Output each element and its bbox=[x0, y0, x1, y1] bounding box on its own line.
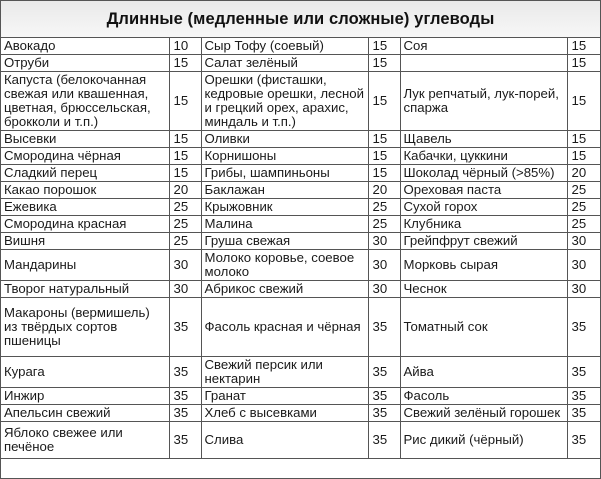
product-name-cell: Соя bbox=[400, 38, 567, 55]
gi-value-cell: 35 bbox=[368, 388, 400, 405]
product-name-cell: Инжир bbox=[1, 388, 169, 405]
gi-value-cell: 15 bbox=[368, 148, 400, 165]
product-name-cell: Фасоль красная и чёрная bbox=[201, 298, 368, 357]
table-row bbox=[1, 131, 600, 148]
gi-value-cell: 15 bbox=[169, 55, 201, 72]
product-name-cell: Грибы, шампиньоны bbox=[201, 165, 368, 182]
gi-value-cell: 30 bbox=[567, 233, 600, 250]
product-name-cell: Грейпфрут свежий bbox=[400, 233, 567, 250]
gi-value-cell: 25 bbox=[368, 216, 400, 233]
product-name-cell: Корнишоны bbox=[201, 148, 368, 165]
gi-value-cell: 15 bbox=[368, 131, 400, 148]
table-row bbox=[1, 55, 600, 72]
gi-value-cell: 25 bbox=[567, 182, 600, 199]
gi-value-cell: 30 bbox=[169, 281, 201, 298]
product-name-cell: Малина bbox=[201, 216, 368, 233]
gi-value-cell: 30 bbox=[368, 250, 400, 281]
gi-value-cell: 15 bbox=[567, 72, 600, 131]
gi-value-cell: 35 bbox=[169, 298, 201, 357]
product-name-cell: Свежий зелёный горошек bbox=[400, 405, 567, 422]
product-name-cell: Морковь сырая bbox=[400, 250, 567, 281]
product-name-cell: Груша свежая bbox=[201, 233, 368, 250]
product-name-cell: Орешки (фисташки, кедровые орешки, лесной и грецкий орех, арахис, миндаль и т.п.) bbox=[201, 72, 368, 131]
product-name-cell bbox=[400, 55, 567, 72]
table-row bbox=[1, 405, 600, 422]
product-name-cell: Авокадо bbox=[1, 38, 169, 55]
product-name-cell: Салат зелёный bbox=[201, 55, 368, 72]
product-name-cell: Вишня bbox=[1, 233, 169, 250]
gi-value-cell: 15 bbox=[169, 131, 201, 148]
gi-value-cell: 25 bbox=[368, 199, 400, 216]
product-name-cell: Ореховая паста bbox=[400, 182, 567, 199]
gi-value-cell: 35 bbox=[169, 388, 201, 405]
table-row bbox=[1, 72, 600, 131]
table-row bbox=[1, 165, 600, 182]
product-name-cell: Курага bbox=[1, 357, 169, 388]
product-name-cell: Лук репчатый, лук-порей, спаржа bbox=[400, 72, 567, 131]
gi-value-cell: 20 bbox=[567, 165, 600, 182]
gi-value-cell: 35 bbox=[567, 405, 600, 422]
gi-value-cell: 15 bbox=[368, 165, 400, 182]
gi-value-cell: 35 bbox=[368, 422, 400, 459]
gi-value-cell: 20 bbox=[368, 182, 400, 199]
gi-value-cell: 20 bbox=[169, 182, 201, 199]
table-title: Длинные (медленные или сложные) углеводы bbox=[1, 1, 600, 38]
product-name-cell: Смородина красная bbox=[1, 216, 169, 233]
product-name-cell: Макароны (вермишель) из твёрдых сортов пшеницы bbox=[1, 298, 169, 357]
product-name-cell: Апельсин свежий bbox=[1, 405, 169, 422]
gi-value-cell: 15 bbox=[567, 55, 600, 72]
gi-value-cell: 15 bbox=[169, 148, 201, 165]
gi-value-cell: 15 bbox=[567, 148, 600, 165]
gi-value-cell: 30 bbox=[368, 281, 400, 298]
gi-value-cell: 15 bbox=[567, 38, 600, 55]
gi-value-cell: 35 bbox=[169, 405, 201, 422]
product-name-cell: Шоколад чёрный (>85%) bbox=[400, 165, 567, 182]
product-name-cell: Абрикос свежий bbox=[201, 281, 368, 298]
table-row bbox=[1, 216, 600, 233]
table-row bbox=[1, 199, 600, 216]
product-name-cell: Кабачки, цуккини bbox=[400, 148, 567, 165]
product-name-cell: Баклажан bbox=[201, 182, 368, 199]
gi-value-cell: 30 bbox=[567, 250, 600, 281]
product-name-cell: Рис дикий (чёрный) bbox=[400, 422, 567, 459]
product-name-cell: Хлеб с высевками bbox=[201, 405, 368, 422]
product-name-cell: Творог натуральный bbox=[1, 281, 169, 298]
gi-value-cell: 35 bbox=[567, 357, 600, 388]
gi-value-cell: 35 bbox=[368, 298, 400, 357]
gi-value-cell: 30 bbox=[567, 281, 600, 298]
gi-value-cell: 25 bbox=[169, 199, 201, 216]
product-name-cell: Айва bbox=[400, 357, 567, 388]
product-name-cell: Ежевика bbox=[1, 199, 169, 216]
product-name-cell: Сладкий перец bbox=[1, 165, 169, 182]
gi-value-cell: 30 bbox=[169, 250, 201, 281]
gi-value-cell: 15 bbox=[169, 165, 201, 182]
table-row bbox=[1, 182, 600, 199]
product-name-cell: Оливки bbox=[201, 131, 368, 148]
gi-value-cell: 15 bbox=[368, 55, 400, 72]
gi-value-cell: 35 bbox=[169, 422, 201, 459]
product-name-cell: Чеснок bbox=[400, 281, 567, 298]
gi-value-cell: 25 bbox=[567, 216, 600, 233]
gi-value-cell: 25 bbox=[169, 233, 201, 250]
product-name-cell: Щавель bbox=[400, 131, 567, 148]
table-row bbox=[1, 357, 600, 388]
gi-value-cell: 15 bbox=[567, 131, 600, 148]
table-row bbox=[1, 250, 600, 281]
gi-value-cell: 10 bbox=[169, 38, 201, 55]
product-name-cell: Капуста (белокочанная свежая или квашенная, цветная, брюссельская, брокколи и т.п.) bbox=[1, 72, 169, 131]
table-row bbox=[1, 388, 600, 405]
gi-value-cell: 35 bbox=[567, 388, 600, 405]
product-name-cell: Мандарины bbox=[1, 250, 169, 281]
table-row bbox=[1, 38, 600, 55]
gi-value-cell: 35 bbox=[368, 357, 400, 388]
gi-value-cell: 35 bbox=[567, 422, 600, 459]
product-name-cell: Сухой горох bbox=[400, 199, 567, 216]
table-row bbox=[1, 281, 600, 298]
product-name-cell: Молоко коровье, соевое молоко bbox=[201, 250, 368, 281]
product-name-cell: Яблоко свежее или печёное bbox=[1, 422, 169, 459]
product-name-cell: Слива bbox=[201, 422, 368, 459]
gi-value-cell: 25 bbox=[169, 216, 201, 233]
gi-value-cell: 35 bbox=[368, 405, 400, 422]
gi-value-cell: 15 bbox=[368, 38, 400, 55]
product-name-cell: Смородина чёрная bbox=[1, 148, 169, 165]
product-name-cell: Отруби bbox=[1, 55, 169, 72]
gi-value-cell: 30 bbox=[368, 233, 400, 250]
product-name-cell: Высевки bbox=[1, 131, 169, 148]
table-row bbox=[1, 233, 600, 250]
product-name-cell: Фасоль bbox=[400, 388, 567, 405]
product-name-cell: Свежий персик или нектарин bbox=[201, 357, 368, 388]
gi-value-cell: 15 bbox=[368, 72, 400, 131]
product-name-cell: Сыр Тофу (соевый) bbox=[201, 38, 368, 55]
gi-value-cell: 25 bbox=[567, 199, 600, 216]
gi-value-cell: 35 bbox=[169, 357, 201, 388]
gi-table bbox=[1, 38, 600, 459]
gi-value-cell: 35 bbox=[567, 298, 600, 357]
product-name-cell: Какао порошок bbox=[1, 182, 169, 199]
product-name-cell: Томатный сок bbox=[400, 298, 567, 357]
product-name-cell: Гранат bbox=[201, 388, 368, 405]
table-row bbox=[1, 422, 600, 459]
gi-value-cell: 15 bbox=[169, 72, 201, 131]
product-name-cell: Крыжовник bbox=[201, 199, 368, 216]
table-row bbox=[1, 148, 600, 165]
table-row bbox=[1, 298, 600, 357]
product-name-cell: Клубника bbox=[400, 216, 567, 233]
